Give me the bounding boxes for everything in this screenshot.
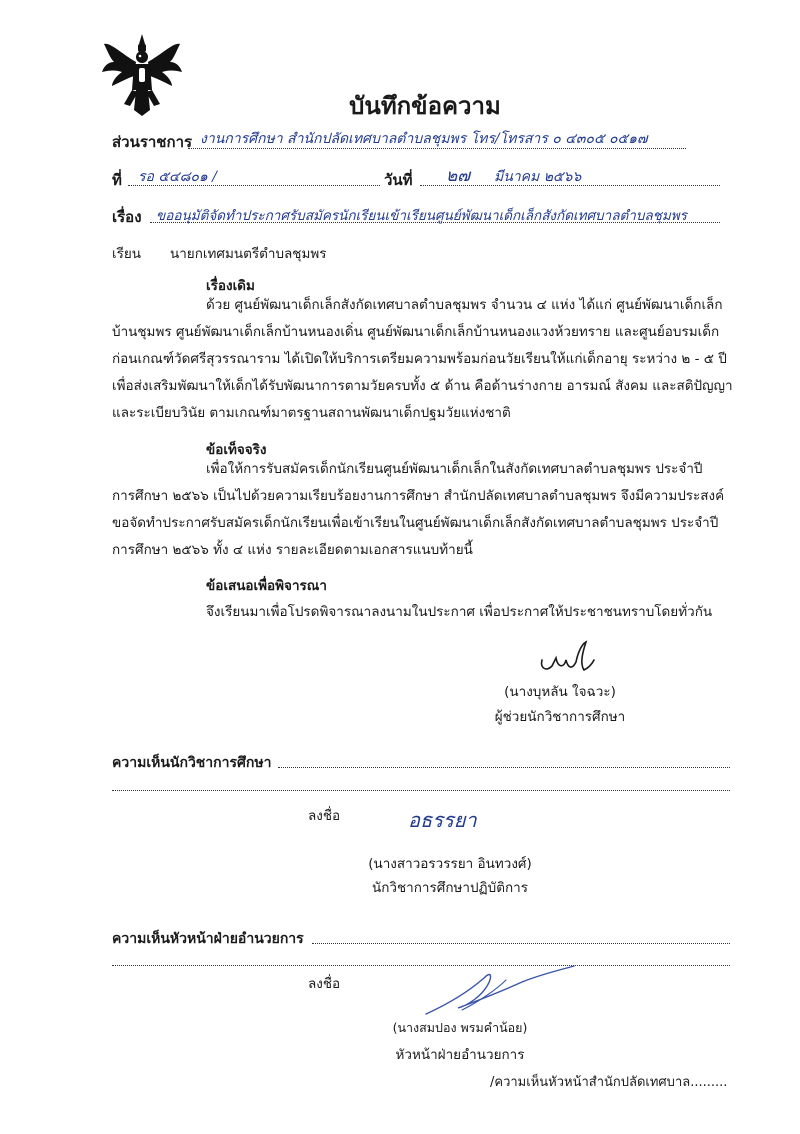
opinion1-name: (นางสาวอรวรรยา อินทวงศ์) — [368, 856, 532, 872]
salutation-value: นายกเทศมนตรีตำบลชุมพร — [170, 246, 327, 262]
opinion1-label: ความเห็นนักวิชาการศึกษา — [112, 755, 272, 771]
proposal-heading: ข้อเสนอเพื่อพิจารณา — [206, 578, 327, 594]
salutation-label: เรียน — [112, 246, 142, 262]
opinion2-sign-label: ลงชื่อ — [308, 976, 341, 992]
subject-label: เรื่อง — [112, 208, 142, 226]
signature-mark — [532, 638, 602, 678]
facts-line: การศึกษา ๒๕๖๖ เป็นไปด้วยความเรียบร้อยงานการศึกษา สำนักปลัดเทศบาลตำบลชุมพร จึงมีความประสงค์ — [112, 488, 725, 504]
opinion1-position: นักวิชาการศึกษาปฏิบัติการ — [372, 880, 528, 896]
background-line: ก่อนเกณฑ์วัดศรีสุวรรณาราม ได้เปิดให้บริการเตรียมความพร้อมก่อนวัยเรียนให้แก่เด็กอายุ ระหว่าง ๒ - ๕ ปี — [112, 351, 727, 367]
background-line: ด้วย ศูนย์พัฒนาเด็กเล็กสังกัดเทศบาลตำบลชุมพร จำนวน ๔ แห่ง ได้แก่ ศูนย์พัฒนาเด็กเล็ก — [206, 297, 723, 313]
background-paragraph — [112, 292, 733, 427]
garuda-emblem — [100, 32, 184, 118]
opinion1-line-1 — [278, 755, 730, 768]
opinion2-position: หัวหน้าฝ่ายอำนวยการ — [395, 1047, 525, 1063]
proposal-text: จึงเรียนมาเพื่อโปรดพิจารณาลงนามในประกาศ เพื่อประกาศให้ประชาชนทราบโดยทั่วกัน — [206, 604, 713, 620]
ref-value: รอ ๕๔๘๐๑ / — [138, 169, 217, 185]
background-line: และระเบียบวินัย ตามเกณฑ์มาตรฐานสถานพัฒนาเด็กปฐมวัยแห่งชาติ — [112, 405, 511, 421]
facts-heading: ข้อเท็จจริง — [206, 442, 267, 458]
background-line: บ้านชุมพร ศูนย์พัฒนาเด็กเล็กบ้านหนองเดิ่น ศูนย์พัฒนาเด็กเล็กบ้านหนองแวงห้วยทราย และศูนย์อบรมเด็ก — [112, 324, 720, 340]
opinion2-line-1 — [312, 931, 730, 944]
background-line: เพื่อส่งเสริมพัฒนาให้เด็กได้รับพัฒนาการตามวัยครบทั้ง ๕ ด้าน คือด้านร่างกาย อารมณ์ สังคม และสติปัญญา — [112, 378, 733, 394]
subject-value: ขออนุมัติจัดทำประกาศรับสมัครนักเรียนเข้าเรียนศูนย์พัฒนาเด็กเล็กสังกัดเทศบาลตำบลชุมพร — [156, 208, 687, 224]
page-title: บันทึกข้อความ — [349, 92, 501, 120]
agency-label: ส่วนราชการ — [112, 133, 193, 151]
opinion1-sign-label: ลงชื่อ — [308, 808, 341, 824]
date-value: มีนาคม ๒๕๖๖ — [494, 169, 582, 185]
opinion1-line-2 — [112, 778, 730, 791]
opinion2-label: ความเห็นหัวหน้าฝ่ายอำนวยการ — [112, 931, 304, 947]
opinion2-signature-mark — [418, 962, 578, 1022]
facts-line: ขอจัดทำประกาศรับสมัครเด็กนักเรียนเพื่อเข้าเรียนในศูนย์พัฒนาเด็กเล็กสังกัดเทศบาลตำบลชุมพร ประจำปี — [112, 515, 719, 531]
opinion1-handwritten-signature: อธรรยา — [408, 808, 477, 832]
facts-line: การศึกษา ๒๕๖๖ ทั้ง ๔ แห่ง รายละเอียดตามเอกสารแนบท้ายนี้ — [112, 542, 473, 558]
date-day: ๒๗ — [446, 166, 470, 186]
ref-label: ที่ — [112, 171, 122, 189]
facts-line: เพื่อให้การรับสมัครเด็กนักเรียนศูนย์พัฒนาเด็กเล็กในสังกัดเทศบาลตำบลชุมพร ประจำปี — [206, 461, 703, 477]
background-heading: เรื่องเดิม — [206, 278, 255, 294]
signer1-name: (นางบุหลัน ใจฉวะ) — [504, 684, 616, 700]
facts-paragraph — [112, 456, 725, 564]
signer1-position: ผู้ช่วยนักวิชาการศึกษา — [494, 709, 626, 725]
opinion2-name: (นางสมปอง พรมคำน้อย) — [392, 1020, 528, 1035]
agency-value: งานการศึกษา สำนักปลัดเทศบาลตำบลชุมพร โทร/โทรสาร ๐ ๔๓๐๕ ๐๕๑๗ — [200, 131, 648, 147]
continuation-note: /ความเห็นหัวหน้าสำนักปลัดเทศบาล......... — [490, 1075, 728, 1090]
date-label: วันที่ — [384, 171, 413, 189]
